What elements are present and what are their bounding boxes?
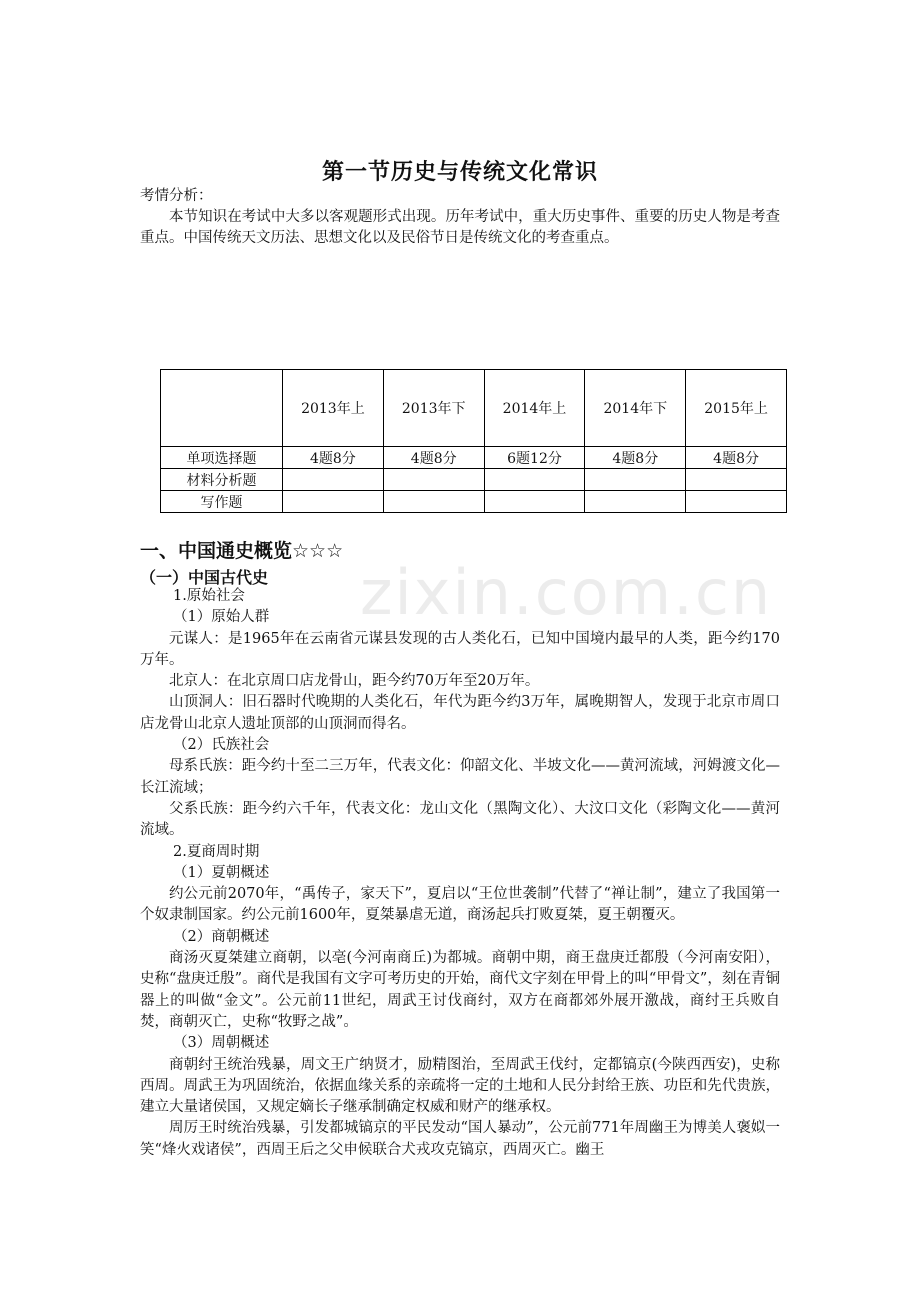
table-cell xyxy=(283,469,384,491)
exam-statistics-table xyxy=(160,369,787,513)
body-paragraph: 北京人：在北京周口店龙骨山，距今约70万年至20万年。 xyxy=(169,673,540,690)
body-paragraph: 父系氏族：距今约六千年，代表文化：龙山文化（黑陶文化）、大汶口文化（彩陶文化——黄河流域。 xyxy=(140,800,780,839)
section-heading: 一、中国通史概览☆☆☆ xyxy=(140,540,344,562)
table-cell: 6题12分 xyxy=(484,447,585,469)
table-cell: 4题8分 xyxy=(383,447,484,469)
body-paragraph: 商朝纣王统治残暴，周文王广纳贤才，励精图治，至周武王伐纣，定都镐京(今陕西西安)，史称西周。周武王为巩固统治，依据血缘关系的亲疏将一定的土地和人民分封给王族、功臣和先代贵族，建立大量诸侯国，又规定嫡长子继承制确定权威和财产的继承权。 xyxy=(140,1056,780,1116)
outline-heading: （3）周朝概述 xyxy=(173,1035,270,1052)
table-row xyxy=(161,491,787,513)
body-paragraph: 母系氏族：距今约十至二三万年，代表文化：仰韶文化、半坡文化——黄河流域，河姆渡文化—长江流域； xyxy=(140,758,780,796)
table-cell xyxy=(585,491,686,513)
table-cell xyxy=(283,491,384,513)
history-content xyxy=(140,586,780,1161)
outline-heading: 2.夏商周时期 xyxy=(173,843,260,860)
table-row xyxy=(161,469,787,491)
table-cell xyxy=(383,469,484,491)
body-paragraph: 元谋人：是1965年在云南省元谋县发现的古人类化石，已知中国境内最早的人类，距今约170万年。 xyxy=(140,630,780,668)
table-row xyxy=(161,447,787,469)
outline-heading: （1）夏朝概述 xyxy=(173,864,270,881)
page-title: 第一节历史与传统文化常识 xyxy=(321,160,598,185)
table-row-label: 材料分析题 xyxy=(161,469,283,491)
table-header-row xyxy=(161,370,787,447)
section-subheading: （一）中国古代史 xyxy=(140,568,269,587)
analysis-block xyxy=(140,186,780,249)
table-cell: 4题8分 xyxy=(585,447,686,469)
outline-heading: （2）氏族社会 xyxy=(173,737,270,754)
table-cell xyxy=(686,469,787,491)
body-paragraph: 约公元前2070年，“禹传子，家天下”，夏启以“王位世袭制”代替了“禅让制”，建立了我国第一个奴隶制国家。约公元前1600年，夏桀暴虐无道，商汤起兵打败夏桀，夏王朝覆灭。 xyxy=(140,886,780,924)
table-header-cell xyxy=(161,370,283,447)
outline-heading: 1.原始社会 xyxy=(173,588,245,604)
outline-heading: （1）原始人群 xyxy=(173,609,270,626)
table-cell xyxy=(585,469,686,491)
table-header-cell: 2015年上 xyxy=(686,370,787,447)
table-header-cell: 2014年上 xyxy=(484,370,585,447)
table-cell xyxy=(383,491,484,513)
table-header-cell: 2013年下 xyxy=(383,370,484,447)
watermark: zixin.com.cn xyxy=(360,556,773,629)
table-cell xyxy=(484,469,585,491)
body-paragraph: 山顶洞人：旧石器时代晚期的人类化石，年代为距今约3万年，属晚期智人，发现于北京市周口店龙骨山北京人遗址顶部的山顶洞而得名。 xyxy=(140,694,780,732)
table-cell: 4题8分 xyxy=(686,447,787,469)
table-row-label: 单项选择题 xyxy=(161,447,283,469)
outline-heading: （2）商朝概述 xyxy=(173,928,270,945)
table-cell: 4题8分 xyxy=(283,447,384,469)
table-cell xyxy=(686,491,787,513)
analysis-label: 考情分析： xyxy=(140,188,213,204)
table-header-cell: 2014年下 xyxy=(585,370,686,447)
table-cell xyxy=(484,491,585,513)
table-row-label: 写作题 xyxy=(161,491,283,513)
analysis-text: 本节知识在考试中大多以客观题形式出现。历年考试中，重大历史事件、重要的历史人物是考查重点。中国传统天文历法、思想文化以及民俗节日是传统文化的考查重点。 xyxy=(140,209,780,246)
body-paragraph: 商汤灭夏桀建立商朝，以亳(今河南商丘)为都城。商朝中期，商王盘庚迁都殷（今河南安阳），史称“盘庚迁殷”。商代是我国有文字可考历史的开始，商代文字刻在甲骨上的叫“甲骨文”，刻在青铜器上的叫做“金文”。公元前11世纪，周武王讨伐商纣，双方在商都郊外展开激战，商纣王兵败自焚，商朝灭亡，史称“牧野之战”。 xyxy=(140,950,780,1030)
body-paragraph: 周厉王时统治残暴，引发都城镐京的平民发动“国人暴动”，公元前771年周幽王为博美人褒姒一笑“烽火戏诸侯”，西周王后之父申候联合犬戎攻克镐京，西周灭亡。幽王 xyxy=(140,1120,780,1158)
table-header-cell: 2013年上 xyxy=(283,370,384,447)
